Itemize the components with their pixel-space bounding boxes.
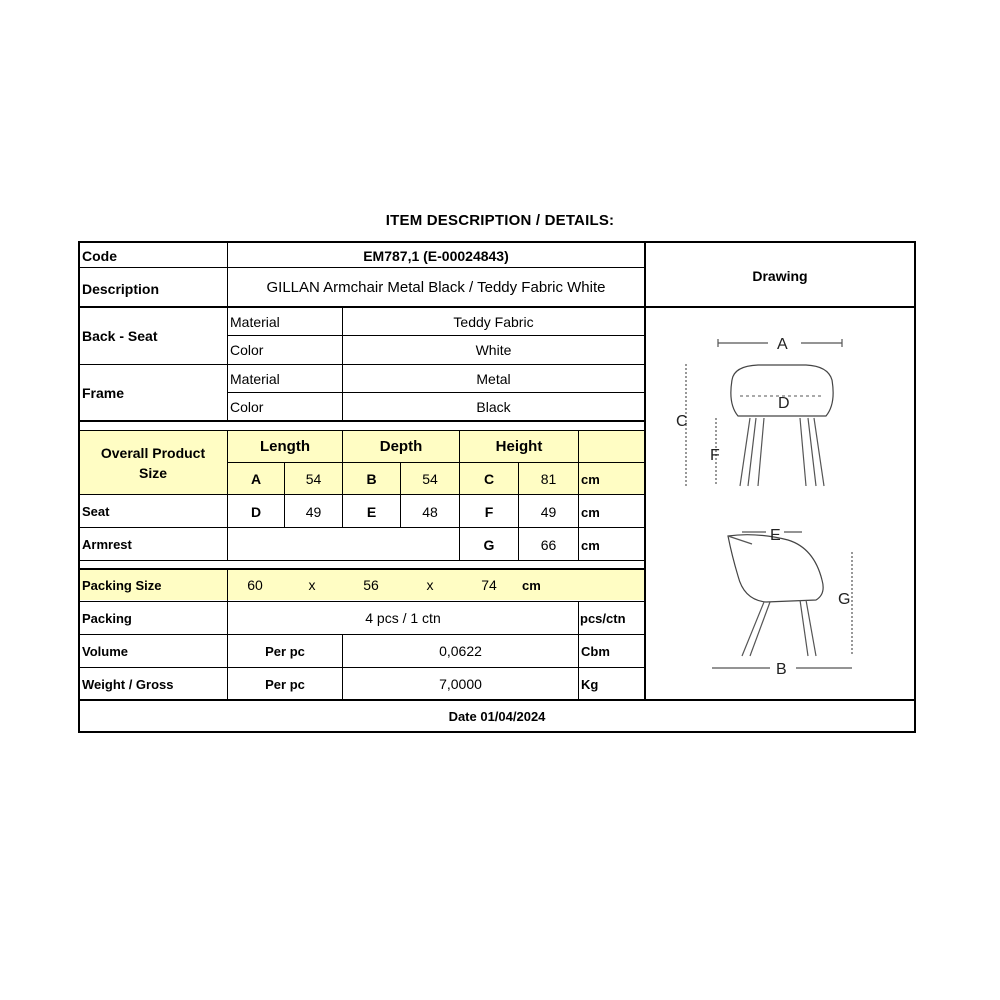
- rule: [79, 364, 645, 365]
- dim-f-label: F: [484, 504, 494, 520]
- volume-per: Per pc: [265, 644, 305, 659]
- rule: [79, 527, 645, 528]
- rule: [79, 267, 645, 268]
- dim-a-value: 54: [305, 471, 322, 487]
- frame-material-label: Material: [230, 371, 280, 387]
- back-seat-label: Back - Seat: [82, 328, 158, 344]
- back-seat-material: Teddy Fabric: [453, 314, 534, 330]
- frame-label: Frame: [82, 385, 125, 401]
- dim-g-label: G: [483, 537, 495, 553]
- drawing-letter-b: B: [776, 661, 787, 678]
- page-title: ITEM DESCRIPTION / DETAILS:: [385, 212, 615, 229]
- dim-b-value: 54: [422, 471, 438, 487]
- code-label: Code: [82, 248, 117, 264]
- rule: [79, 634, 645, 635]
- packing-unit: pcs/ctn: [580, 611, 626, 626]
- height-header: Height: [495, 438, 543, 455]
- armrest-label: Armrest: [82, 537, 132, 552]
- dim-e-value: 48: [422, 504, 438, 520]
- chair-side-view: [712, 532, 852, 668]
- frame-material: Metal: [476, 371, 511, 387]
- volume-unit: Cbm: [581, 644, 610, 659]
- table-border-bottom: [78, 731, 916, 733]
- rule: [79, 560, 645, 561]
- packing-size-x1: x: [308, 577, 316, 593]
- packing-label: Packing: [82, 611, 132, 626]
- packing-value: 4 pcs / 1 ctn: [365, 610, 441, 626]
- table-border-top: [78, 241, 916, 243]
- frame-color: Black: [476, 399, 511, 415]
- frame-color-label: Color: [230, 399, 264, 415]
- overall-label-line2: Size: [138, 465, 167, 481]
- rule: [79, 667, 645, 668]
- rule: [79, 430, 645, 431]
- rule: [79, 420, 645, 422]
- rule: [578, 602, 579, 700]
- packing-size-height: 74: [481, 577, 497, 593]
- weight-unit: Kg: [581, 677, 599, 692]
- dim-d-label: D: [250, 504, 262, 520]
- drawing-letter-c: C: [676, 413, 688, 430]
- armrest-unit: cm: [581, 538, 600, 553]
- drawing-letter-f: F: [710, 447, 720, 464]
- rule: [228, 392, 645, 393]
- volume-label: Volume: [82, 644, 128, 659]
- packing-size-x2: x: [426, 577, 434, 593]
- drawing-letter-e: E: [770, 527, 781, 544]
- length-header: Length: [260, 438, 310, 455]
- rule: [228, 462, 645, 463]
- drawing-letter-a: A: [777, 336, 788, 353]
- table-border-right: [914, 241, 916, 733]
- packing-size-label: Packing Size: [82, 578, 162, 593]
- dim-c-label: C: [483, 471, 495, 487]
- overall-label-line1: Overall Product: [100, 445, 206, 461]
- dim-c-value: 81: [540, 471, 557, 487]
- description-label: Description: [82, 281, 160, 297]
- weight-label: Weight / Gross: [82, 677, 174, 692]
- dim-g-value: 66: [540, 537, 557, 553]
- weight-per: Per pc: [265, 677, 305, 692]
- volume-value: 0,0622: [439, 643, 482, 659]
- overall-unit: cm: [581, 472, 600, 487]
- drawing-letter-d: D: [778, 395, 790, 412]
- description-value: GILLAN Armchair Metal Black / Teddy Fabric White: [266, 279, 606, 296]
- table-border-left: [78, 241, 80, 733]
- seat-unit: cm: [581, 505, 600, 520]
- seat-label: Seat: [82, 504, 110, 519]
- packing-size-length: 60: [247, 577, 263, 593]
- date-footer: Date 01/04/2024: [448, 709, 546, 724]
- back-seat-color-label: Color: [230, 342, 264, 358]
- rule: [79, 601, 645, 602]
- drawing-label: Drawing: [752, 268, 808, 284]
- rule: [227, 242, 228, 420]
- weight-value: 7,0000: [439, 676, 482, 692]
- drawing-letter-g: G: [838, 591, 851, 608]
- code-value: EM787,1 (E-00024843): [363, 248, 509, 264]
- packing-size-unit: cm: [522, 578, 541, 593]
- dim-a-label: A: [250, 471, 262, 487]
- back-seat-color: White: [475, 342, 512, 358]
- dim-b-label: B: [366, 471, 377, 487]
- depth-header: Depth: [379, 438, 423, 455]
- back-seat-material-label: Material: [230, 314, 280, 330]
- rule: [228, 335, 645, 336]
- rule: [79, 699, 915, 701]
- dim-d-value: 49: [305, 504, 322, 520]
- packing-size-width: 56: [363, 577, 379, 593]
- rule: [79, 568, 645, 570]
- dim-f-value: 49: [540, 504, 557, 520]
- dim-e-label: E: [366, 504, 377, 520]
- chair-drawing: [646, 308, 914, 698]
- rule: [79, 494, 645, 495]
- rule: [578, 431, 579, 560]
